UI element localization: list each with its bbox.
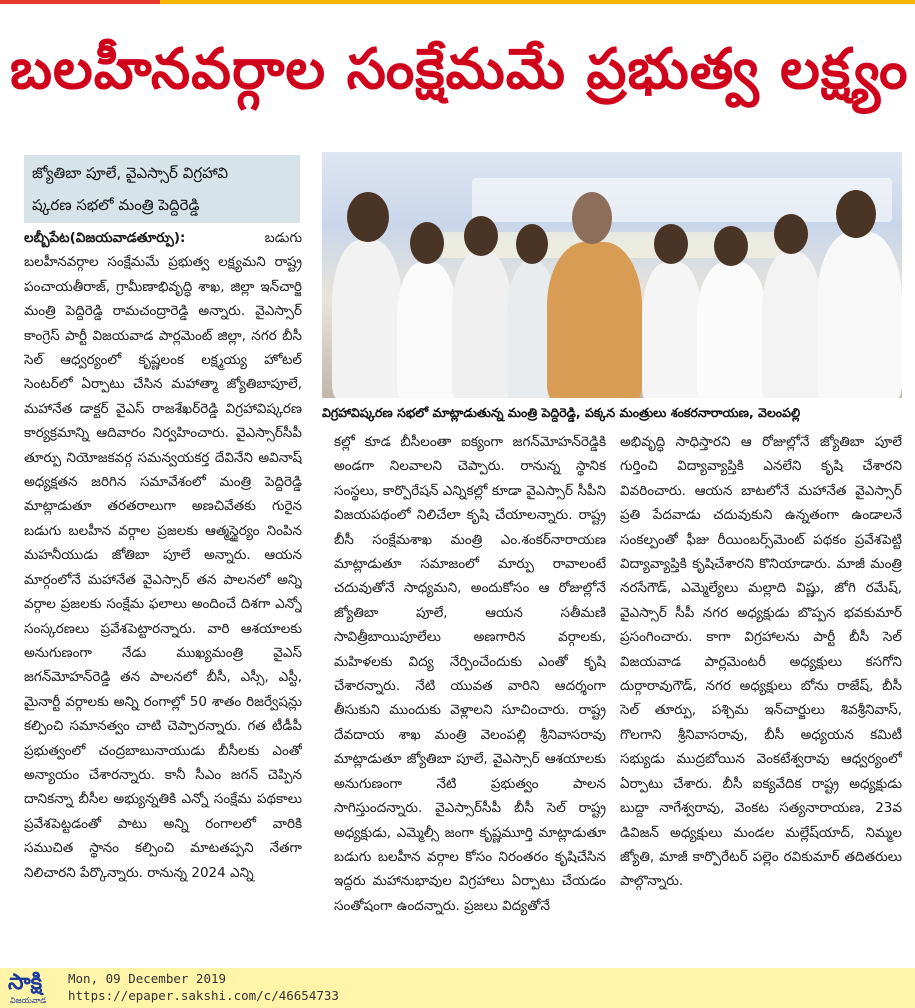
- news-photo: [322, 152, 902, 398]
- photo-person: [332, 240, 402, 398]
- photo-person-head: [654, 224, 688, 264]
- photo-person: [762, 252, 822, 398]
- photo-speaker-head: [572, 192, 612, 244]
- subheading-line-2: ష్కరణ సభలో మంత్రి పెద్దిరెడ్డి: [32, 196, 200, 214]
- footer-date: Mon, 09 December 2019: [68, 971, 227, 986]
- article-text-3: అభివృద్ధి సాధిస్తారని ఆ రోజుల్లోనే జ్యోతిబా పూలే గుర్తించి విద్యావ్యాప్తికి ఎనలేని కృషి చేశారని వివరించారు. ఆయన బాటలోనే మహానేత వైఎస్సార్ ప్రతి పేదవాడు చదువుకుని ఉన్నతంగా ఉండాలనే సంకల్పంతో ఫీజు రీయింబర్స్‌మెంట్ పథకం ప్రవేశపెట్టి విద్యావ్యాప్తికి కృషిచేశారని కొనియాడారు. మాజీ మంత్రి నరసేగౌడ్, ఎమ్మెల్యేలు మల్లాది విష్ణు, జోగి రమేష్, వైఎస్సార్ సీపీ నగర అధ్యక్షుడు బొప్పన భవకుమార్ ప్రసంగించారు. కాగా విగ్రహాలను పార్టీ బీసీ సెల్ విజయవాడ పార్లమెంటరీ అధ్యక్షులు కసగోని దుర్గారావుగౌడ్, నగర అధ్యక్షులు బోను రాజేష్, బీసీ సెల్ తూర్పు, పశ్చిమ ఇన్‌చార్జులు శివశ్రీనివాస్, గొలగాని శ్రీనివాసరావు, బీసీ అధ్యయన కమిటీ సభ్యుడు ముద్రబోయిన వెంకటేశ్వరావు ఆధ్వర్యంలో ఏర్పాటు చేశారు. బీసీ ఐక్యవేదిక రాష్ట్ర అధ్యక్షుడు బుద్దా నాగేశ్వరావు, వెంకట సత్యనారాయణ, 23వ డివిజన్ అధ్యక్షులు మండల మల్లేష్‌యాద్, నిమ్మల జ్యోతి, మాజీ కార్పొరేటర్ పల్లెం రవికుమార్ తదితరులు పాల్గొన్నారు.: [620, 434, 902, 890]
- top-color-bar: [0, 0, 915, 4]
- photo-person: [817, 232, 902, 398]
- photo-person: [452, 252, 512, 398]
- photo-person-head: [516, 224, 548, 264]
- article-column-1: [24, 226, 302, 946]
- photo-person-head: [774, 214, 808, 254]
- logo-subtext: విజయవాడ: [10, 996, 47, 1005]
- subheading-box: [24, 155, 300, 223]
- photo-person: [397, 262, 457, 398]
- article-column-2: [334, 430, 606, 946]
- photo-person-head: [464, 216, 498, 256]
- photo-person-head: [714, 226, 748, 266]
- dateline: లబ్బీపేట(విజయవాడతూర్పు):: [24, 230, 186, 246]
- footer-bar: [0, 968, 915, 1008]
- photo-person-head: [410, 222, 444, 264]
- photo-person: [642, 262, 702, 398]
- photo-person-head: [347, 192, 389, 242]
- logo-text: సాక్షి: [8, 970, 43, 995]
- article-column-3: [620, 430, 902, 946]
- photo-speaker: [547, 242, 642, 398]
- sakshi-logo: [4, 970, 64, 1006]
- footer-url[interactable]: https://epaper.sakshi.com/c/46654733: [68, 988, 339, 1003]
- photo-person-head: [836, 190, 876, 238]
- headline: బలహీనవర్గాల సంక్షేమమే ప్రభుత్వ లక్ష్యం: [10, 37, 909, 102]
- article-text-2: కల్లో కూడ బీసీలంతా ఐక్యంగా జగన్‌మోహన్‌రెడ్డికి అండగా నిలవాలని చెప్పారు. రానున్న స్థానిక సంస్థలు, కార్పొరేషన్ ఎన్నికల్లో కూడా వైఎస్సార్ సీపీని విజయపథంలో నిలిచేలా కృషి చేయాలన్నారు. రాష్ట్ర బీసీ సంక్షేమశాఖ మంత్రి ఎం.శంకర్‌నారాయణ మాట్లాడుతూ సమాజంలో మార్పు రావాలంటే చదువుతోనే సాధ్యమని, అందుకోసం ఆ రోజుల్లోనే జ్యోతిబా పూలే, ఆయన సతీమణి సావిత్రీబాయిపూలేలు అణగారిన వర్గాలకు, మహిళలకు విద్య నేర్పించేందుకు ఎంతో కృషి చేశారన్నారు. నేటి యువత వారిని ఆదర్శంగా తీసుకుని ముందుకు వెళ్లాలని సూచించారు. రాష్ట్ర దేవదాయ శాఖ మంత్రి వెలంపల్లి శ్రీనివాసరావు మాట్లాడుతూ జ్యోతిబా పూలే, వైఎస్సార్ ఆశయాలకు అనుగుణంగా నేటి ప్రభుత్వం పాలన సాగిస్తుందన్నారు. వైఎస్సార్‌సీపీ బీసీ సెల్ రాష్ట్ర అధ్యక్షుడు, ఎమ్మెల్సీ జంగా కృష్ణమూర్తి మాట్లాడుతూ బడుగు బలహీన వర్గాల కోసం నిరంతరం కృషిచేసిన ఇద్దరు మహానుభావుల విగ్రహాలు ఏర్పాటు చేయడం సంతోషంగా ఉందన్నారు. ప్రజలు విద్యతోనే: [334, 434, 606, 914]
- article-text-1: బడుగు బలహీనవర్గాల సంక్షేమమే ప్రభుత్వ లక్ష్యమని రాష్ట్ర పంచాయతీరాజ్, గ్రామీణాభివృద్ధి శాఖ, జిల్లా ఇన్‌చార్జి మంత్రి పెద్దిరెడ్డి రామచంద్రారెడ్డి అన్నారు. వైఎస్సార్ కాంగ్రెస్ పార్టీ విజయవాడ పార్లమెంట్ జిల్లా, నగర బీసీ సెల్ ఆధ్వర్యంలో కృష్ణలంక లక్ష్మయ్య హోటల్ సెంటర్‌లో ఏర్పాటు చేసిన మహాత్మా జ్యోతిబాపూలే, మహానేత డాక్టర్ వైఎస్ రాజశేఖర్‌రెడ్డి విగ్రహావిష్కరణ కార్యక్రమాన్ని ఆదివారం నిర్వహించారు. వైఎస్సార్‌సీపీ తూర్పు నియోజకవర్గ సమన్వయకర్త దేవినేని అవినాష్ అధ్యక్షతన జరిగిన సమావేశంలో మంత్రి పెద్దిరెడ్డి మాట్లాడుతూ తరతరాలుగా అణచివేతకు గురైన బడుగు బలహీన వర్గాల ప్రజలకు ఆత్మస్థైర్యం నింపిన మహనీయుడు జోతిబా పూలే అన్నారు. ఆయన మార్గంలోనే మహానేత వైఎస్సార్ తన పాలనలో అన్ని వర్గాల ప్రజలకు సంక్షేమ ఫలాలు అందించే దిశగా ఎన్నో సంస్కరణలు ప్రవేశపెట్టారన్నారు. వారి ఆశయాలకు అనుగుణంగా నేడు ముఖ్యమంత్రి వైఎస్ జగన్‌మోహన్‌రెడ్డి తన పాలనలో బీసీ, ఎస్సీ, ఎస్టీ, మైనార్టీ వర్గాలకు అన్ని రంగాల్లో 50 శాతం రిజర్వేషన్లు కల్పించి సమానత్వం చాటి చెప్పారన్నారు. గత టీడీపీ ప్రభుత్వంలో చంద్రబాబునాయుడు బీసీలకు ఎంతో అన్యాయం చేశారన్నారు. కానీ సీఎం జగన్ చెప్పిన దానికన్నా బీసీల అభ్యున్నతికి ఎన్నో సంక్షేమ పథకాలు ప్రవేశపెట్టడంతో పాటు అన్ని రంగాలలో వారికి సముచిత స్థానం కల్పించి మాటతప్పని నేతగా నిలిచారని పేర్కొన్నారు. రానున్న 2024 ఎన్ని: [24, 230, 302, 881]
- top-color-bar-accent: [0, 0, 160, 4]
- photo-caption: విగ్రహావిష్కరణ సభలో మాట్లాడుతున్న మంత్రి పెద్దిరెడ్డి, పక్కన మంత్రులు శంకరనారాయణ, వెలంపల్లి: [322, 405, 801, 420]
- subheading-line-1: జ్యోతిబా పూలే, వైఎస్సార్ విగ్రహావి: [32, 164, 228, 182]
- photo-stage-banner: [472, 178, 892, 222]
- photo-person: [697, 262, 767, 398]
